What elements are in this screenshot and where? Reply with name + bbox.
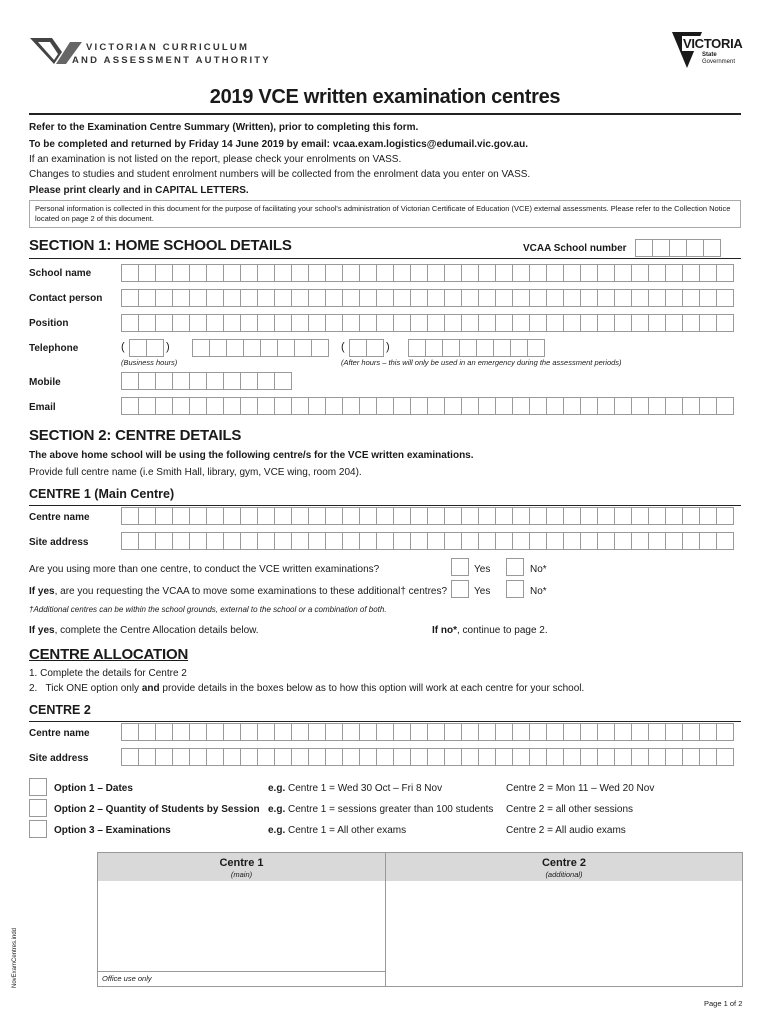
section2-line2: Provide full centre name (i.e Smith Hall, library, gym, VCE wing, room 204). [29,467,362,478]
move-exams-yes-checkbox[interactable] [451,580,469,598]
centre1-site-input[interactable] [121,532,734,550]
if-yes-text: , complete the Centre Allocation details below. [54,625,259,636]
col2-title: Centre 2 [541,857,587,869]
option2-label: Option 2 – Quantity of Students by Session [54,804,260,815]
centre1-name-label: Centre name [29,512,90,523]
if-yes-bold: If yes [29,625,55,636]
gov-sub-state: State [702,52,717,58]
file-name-side: NovExamCentres.indd [12,927,18,989]
question-move-exams-text: , are you requesting the VCAA to move some examinations to these additional† centres? [54,586,448,597]
allocation-table [97,852,743,987]
option3-example [268,825,406,836]
org-name-line2: AND ASSESSMENT AUTHORITY [72,55,271,66]
mobile-label: Mobile [29,377,61,388]
org-name-line1: VICTORIAN CURRICULUM [86,42,250,53]
option3-centre2: Centre 2 = All audio exams [506,825,626,836]
centre2-details-area[interactable] [386,881,742,986]
section2-title: SECTION 2: CENTRE DETAILS [29,427,242,444]
tel-business-area-code[interactable] [129,339,164,357]
page-title: 2019 VCE written examination centres [209,86,561,108]
centre1-name-input[interactable] [121,507,734,525]
option1-checkbox[interactable] [29,778,47,796]
move-exams-yes-label: Yes [474,586,491,597]
col1-title: Centre 1 [219,857,264,869]
allocation-step2-a: 2. Tick ONE option only [29,683,142,694]
option1-eg: e.g. [268,783,286,794]
centre2-site-input[interactable] [121,748,734,766]
option2-example [268,804,493,815]
office-use-rule [98,971,385,972]
option2-checkbox[interactable] [29,799,47,817]
mobile-input[interactable] [121,372,292,390]
after-hours-note: (After hours – this will only be used in an emergency during the assessment periods) [341,358,622,367]
office-use-label: Office use only [102,974,152,983]
telephone-label: Telephone [29,343,79,354]
option1-label: Option 1 – Dates [54,783,133,794]
tel-after-open-paren: ( [341,341,345,353]
centre1-title: CENTRE 1 (Main Centre) [29,487,175,501]
tel-after-area-code[interactable] [349,339,384,357]
school-name-label: School name [29,268,92,279]
privacy-notice: Personal information is collected in this document for the purpose of facilitating your school's administration of Victorian Certificate of Education (VCE) external assessments. Please refer to the Collection Notice located on page 2 of this document. [29,200,741,228]
allocation-step2-b: and [141,683,160,694]
col1-subtitle: (main) [230,870,253,879]
section2-line1: The above home school will be using the following centre/s for the VCE written examinations. [29,450,474,461]
tel-business-number[interactable] [192,339,329,357]
email-label: Email [29,402,56,413]
centre2-name-label: Centre name [29,728,90,739]
intro-line3: If an examination is not listed on the report, please check your enrolments on VASS. [29,154,402,165]
more-centres-no-label: No* [530,564,547,575]
centre2-title: CENTRE 2 [29,703,91,717]
additional-centres-footnote: †Additional centres can be within the school grounds, external to the school or a combination of both. [29,605,387,614]
gov-sub-government: Government [702,59,736,65]
centre2-name-input[interactable] [121,723,734,741]
option3-eg-centre1: Centre 1 = All other exams [288,825,407,836]
victoria-gov-logo [672,32,742,68]
tel-business-close-paren: ) [166,341,170,353]
intro-line4: Changes to studies and student enrolment numbers will be collected from the enrolment data you enter on VASS. [29,169,531,180]
allocation-title: CENTRE ALLOCATION [29,646,189,663]
school-number-label: VCAA School number [523,243,627,254]
question-move-exams [29,586,447,597]
contact-person-label: Contact person [29,293,103,304]
tel-business-open-paren: ( [121,341,125,353]
section1-title: SECTION 1: HOME SCHOOL DETAILS [29,237,292,254]
centre1-site-label: Site address [29,537,89,548]
section1-rule [29,258,741,259]
intro-line1: Refer to the Examination Centre Summary (Written), prior to completing this form. [29,122,419,133]
if-yes-instruction [29,625,259,636]
if-no-bold: If no* [432,625,457,636]
intro-line2: To be completed and returned by Friday 14 June 2019 by email: vcaa.exam.logistics@edumail.vic.gov.au. [29,139,528,150]
more-centres-yes-checkbox[interactable] [451,558,469,576]
if-no-text: , continue to page 2. [457,625,548,636]
option2-centre2: Centre 2 = all other sessions [506,804,634,815]
centre2-rule [29,721,741,722]
centre1-rule [29,505,741,506]
tel-after-number[interactable] [408,339,545,357]
more-centres-no-checkbox[interactable] [506,558,524,576]
intro-line5: Please print clearly and in CAPITAL LETTERS. [29,185,249,196]
title-rule [29,113,741,115]
question-move-exams-bold: If yes [29,586,55,597]
school-number-input[interactable] [635,239,721,257]
centre2-site-label: Site address [29,753,89,764]
option1-eg-centre1: Centre 1 = Wed 30 Oct – Fri 8 Nov [288,783,443,794]
question-more-centres: Are you using more than one centre, to conduct the VCE written examinations? [29,564,380,575]
email-input[interactable] [121,397,734,415]
allocation-step1: 1. Complete the details for Centre 2 [29,668,187,679]
option1-centre2: Centre 2 = Mon 11 – Wed 20 Nov [506,783,655,794]
if-no-instruction [432,625,548,636]
move-exams-no-checkbox[interactable] [506,580,524,598]
school-name-input[interactable] [121,264,734,282]
allocation-step2-c: provide details in the boxes below as to how this option will work at each centre for your school. [159,683,585,694]
page-number: Page 1 of 2 [704,999,743,1008]
option3-checkbox[interactable] [29,820,47,838]
move-exams-no-label: No* [530,586,547,597]
allocation-step2 [29,683,584,694]
option1-example [268,783,442,794]
option2-eg-centre1: Centre 1 = sessions greater than 100 students [288,804,494,815]
option2-eg: e.g. [268,804,286,815]
tel-after-close-paren: ) [386,341,390,353]
business-hours-note: (Business hours) [121,358,178,367]
more-centres-yes-label: Yes [474,564,491,575]
gov-name: VICTORIA [683,36,743,51]
position-label: Position [29,318,69,329]
col2-subtitle: (additional) [545,870,583,879]
position-input[interactable] [121,314,734,332]
option3-label: Option 3 – Examinations [54,825,171,836]
option3-eg: e.g. [268,825,286,836]
contact-person-input[interactable] [121,289,734,307]
